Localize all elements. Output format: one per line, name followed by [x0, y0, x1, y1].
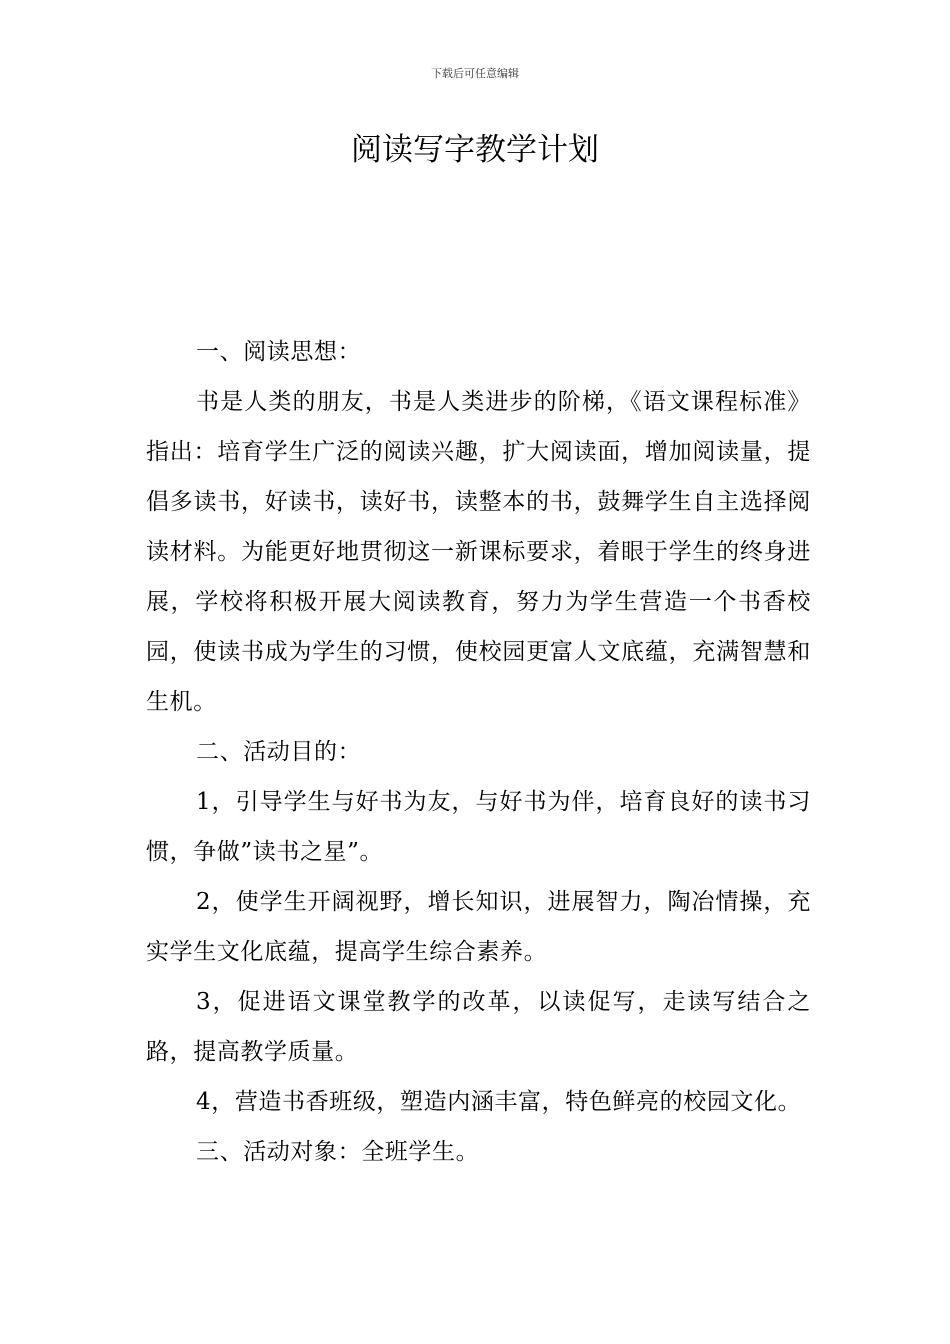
header-note: 下载后可任意编辑 [431, 67, 519, 80]
paragraph-reading-thought: 书是人类的朋友，书是人类进步的阶梯，《语文课程标准》指出：培育学生广泛的阅读兴趣，扩大阅读面，增加阅读量，提倡多读书，好读书，读好书，读整本的书，鼓舞学生自主选择阅读材料。为能更好地贯彻这一新课标要求，着眼于学生的终身进展，学校将积极开展大阅读教育，努力为学生营造一个书香校园，使读书成为学生的习惯，使校园更富人文底蕴，充满智慧和生机。 [146, 389, 811, 715]
goal-item-4: 4，营造书香班级，塑造内涵丰富，特色鲜亮的校园文化。 [196, 1089, 802, 1115]
document-title: 阅读写字教学计划 [351, 132, 599, 168]
document-body [146, 327, 811, 1177]
goal-item-2: 2，使学生开阔视野，增长知识，进展智力，陶冶情操，充实学生文化底蕴，提高学生综合素养。 [146, 889, 811, 965]
section-heading-reading-thought: 一、阅读思想： [196, 339, 362, 365]
goal-item-1: 1，引导学生与好书为友，与好书为伴，培育良好的读书习惯，争做”读书之星”。 [146, 789, 811, 865]
section-heading-activity-goals: 二、活动目的： [196, 739, 362, 765]
goal-item-3: 3，促进语文课堂教学的改革，以读促写，走读写结合之路，提高教学质量。 [146, 989, 811, 1065]
section-heading-activity-target: 三、活动对象：全班学生。 [196, 1139, 480, 1165]
